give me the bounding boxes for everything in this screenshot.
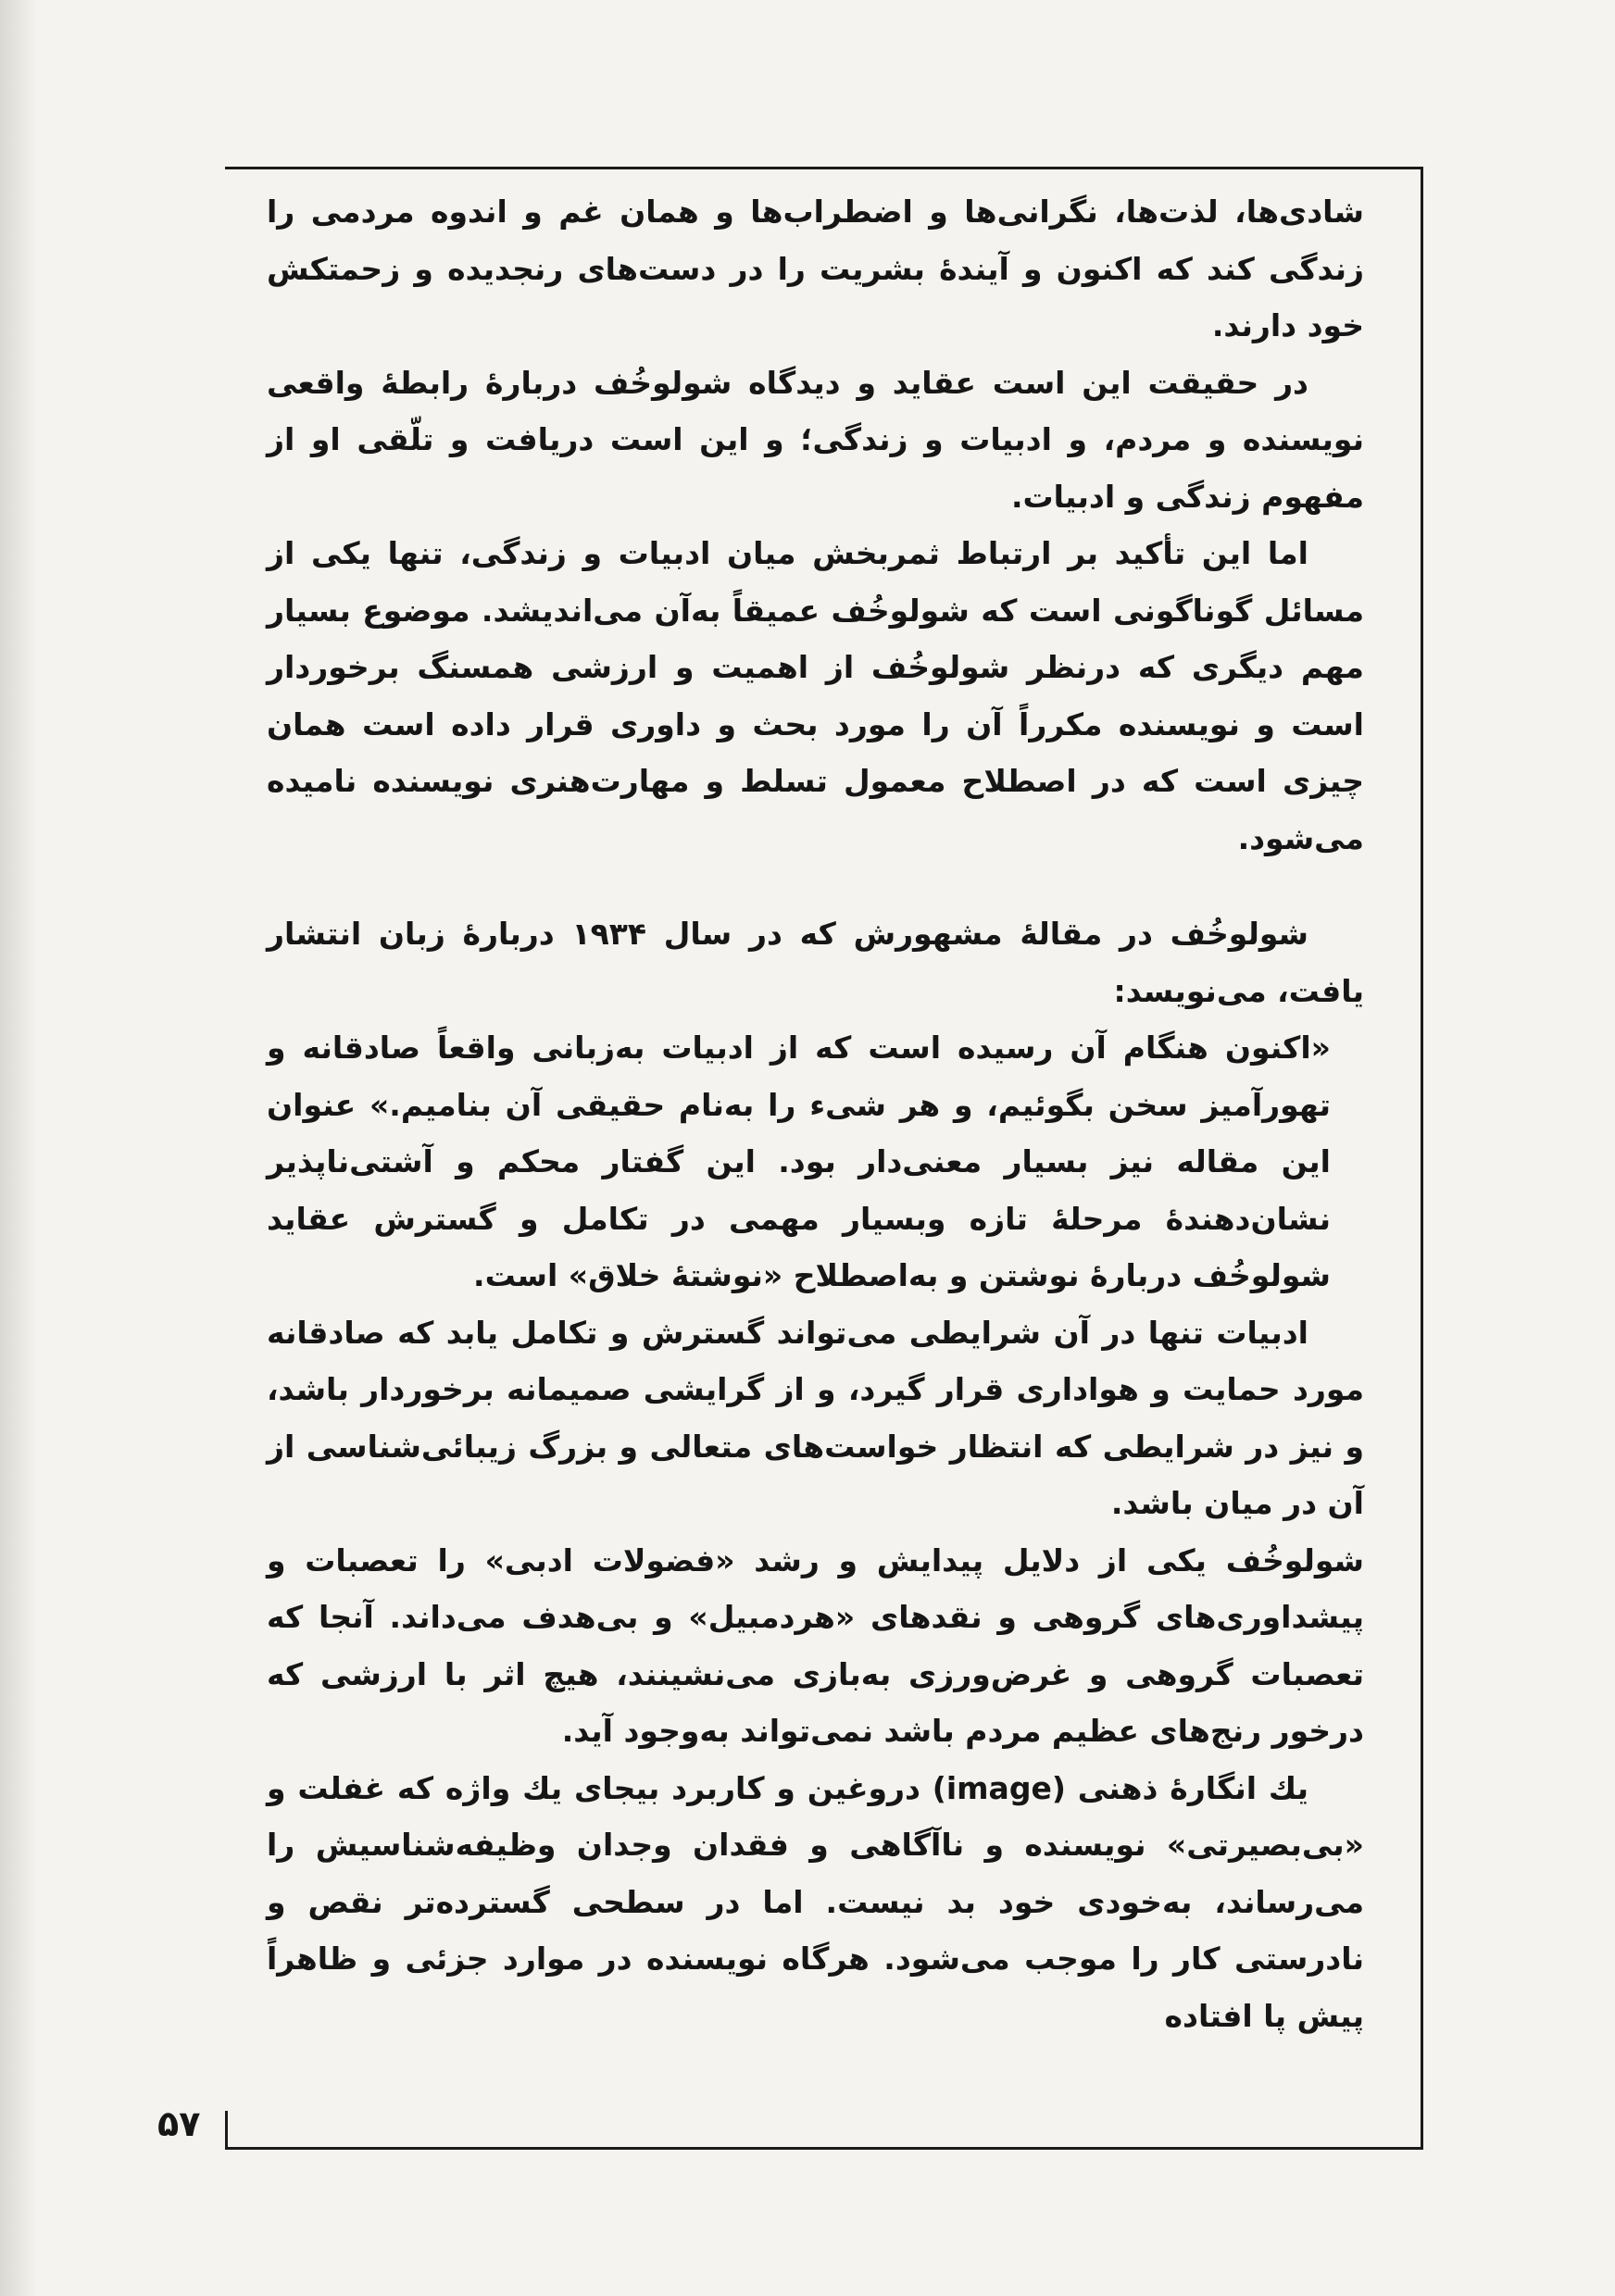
frame-rule-right [1421, 167, 1423, 2150]
paragraph-2: در حقیقت این است عقاید و دیدگاه شولوخُف دربارهٔ رابطهٔ واقعی نویسنده و مردم، و ادبیات و زندگی؛ و این است دریافت و تلّقی او از مفهوم زندگی و ادبیات. [267, 364, 1364, 515]
page-edge-shadow [0, 0, 37, 2296]
paragraph-6: ادبیات تنها در آن شرایطی می‌تواند گسترش و تکامل یابد که صادقانه مورد حمایت و هواداری قرار گیرد، و از گرایشی صمیمانه برخوردار باشد، و نیز در شرایطی که انتظار خواست‌های متعالی و بزرگ زیبائی‌شناسی از آن در میان باشد. [267, 1314, 1364, 1521]
frame-rule-top [225, 167, 1423, 169]
quote-paragraph: «اکنون هنگام آن رسیده است که از ادبیات به‌زبانی واقعاً صادقانه و تهورآمیز سخن بگوئیم، و هر شیء را به‌نام حقیقی آن بنامیم.» عنوان این مقاله نیز بسیار معنی‌دار بود. این گفتار محکم و آشتی‌ناپذیر نشان‌دهندهٔ مرحلهٔ تازه وبسیار مهمی در تکامل و گسترش عقاید شولوخُف دربارهٔ نوشتن و به‌اصطلاح «نوشتهٔ خلاق» است. [267, 1029, 1331, 1293]
frame-rule-left [225, 2111, 228, 2150]
paragraph-8: یك انگارهٔ ذهنی (image) دروغین و کاربرد بیجای یك واژه که غفلت و «بی‌بصیرتی» نویسنده و ناآگاهی و فقدان وجدان وظیفه‌شناسیش را می‌رساند، به‌خودی خود بد نیست. اما در سطحی گسترده‌تر نقص و نادرستی کار را موجب می‌شود. هرگاه نویسنده در موارد جزئی و ظاهراً پیش پا افتاده [267, 1769, 1364, 2034]
paragraph-1: شادی‌ها، لذت‌ها، نگرانی‌ها و اضطراب‌ها و همان غم و اندوه مردمی را زندگی کند که اکنون و آیندهٔ بشریت را در دست‌های رنجدیده و زحمتکش خود دارند. [267, 193, 1364, 343]
body-text [267, 183, 1364, 2044]
paragraph-7: شولوخُف یکی از دلایل پیدایش و رشد «فضولات ادبی» را تعصبات و پیشداوری‌های گروهی و نقدهای «هردمبیل» و بی‌هدف می‌داند. آنجا که تعصبات گروهی و غرض‌ورزی به‌بازی می‌نشینند، هیچ اثر با ارزشی که درخور رنج‌های عظیم مردم باشد نمی‌تواند به‌وجود آید. [267, 1541, 1364, 1749]
paragraph-4: شولوخُف در مقالهٔ مشهورش که در سال ۱۹۳۴ دربارهٔ زبان انتشار یافت، می‌نویسد: [267, 916, 1364, 1009]
page-number: ۵۷ [157, 2103, 201, 2144]
paragraph-3: اما این تأکید بر ارتباط ثمربخش میان ادبیات و زندگی، تنها یکی از مسائل گوناگونی است که شولوخُف عمیقاً به‌آن می‌اندیشد. موضوع بسیار مهم دیگری که درنظر شولوخُف از اهمیت و ارزشی همسنگ برخوردار است و نویسنده مکرراً آن را مورد بحث و داوری قرار داده است همان چیزی است که در اصطلاح معمول تسلط و مهارت‌هنری نویسنده نامیده می‌شود. [267, 535, 1364, 856]
frame-rule-bottom [225, 2147, 1423, 2150]
